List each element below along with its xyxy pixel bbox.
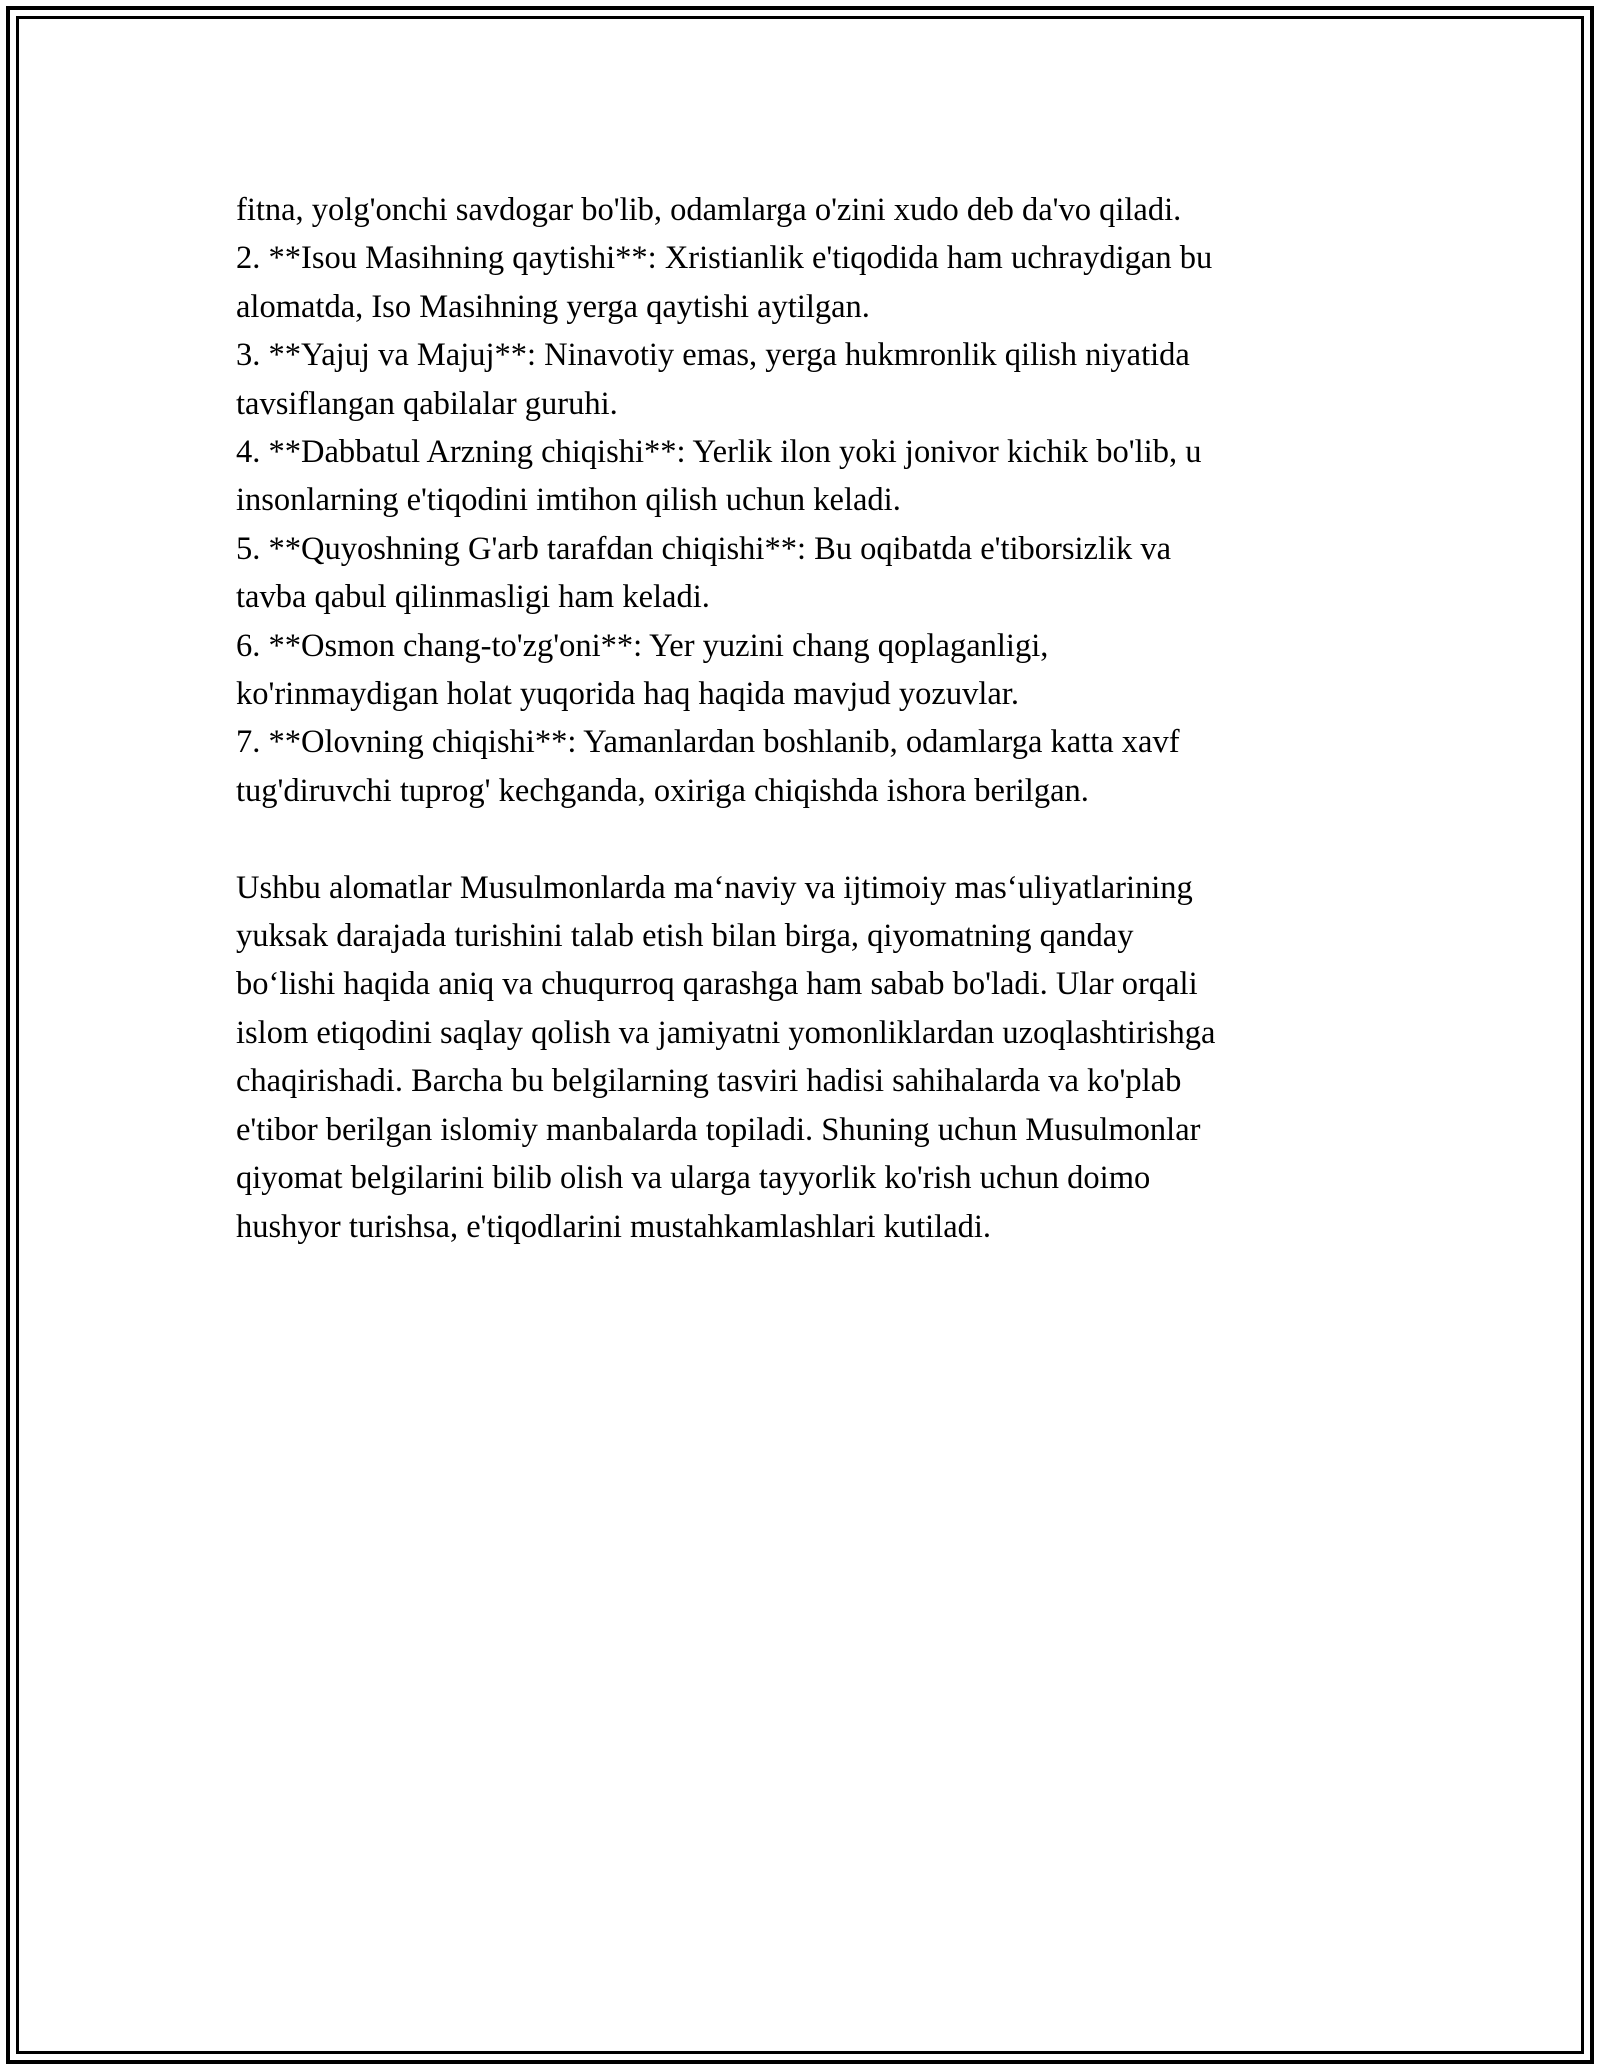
list-item	[236, 234, 1366, 331]
text-line: ko'rinmaydigan holat yuqorida haq haqida mavjud yozuvlar.	[236, 676, 1019, 713]
text-line: islom etiqodini saqlay qolish va jamiyatni yomonliklardan uzoqlashtirishga	[236, 1014, 1216, 1051]
list-item	[236, 331, 1366, 428]
text-line: bo‘lishi haqida aniq va chuqurroq qarashga ham sabab bo'ladi. Ular orqali	[236, 966, 1198, 1003]
text-line: 4. **Dabbatul Arzning chiqishi**: Yerlik ilon yoki jonivor kichik bo'lib, u	[236, 434, 1202, 471]
text-line: alomatda, Iso Masihning yerga qaytishi aytilgan.	[236, 288, 870, 325]
text-line: 2. **Isou Masihning qaytishi**: Xristianlik e'tiqodida ham uchraydigan bu	[236, 240, 1213, 277]
text-line: tavsiflangan qabilalar guruhi.	[236, 385, 618, 422]
text-line: 3. **Yajuj va Majuj**: Ninavotiy emas, yerga hukmronlik qilish niyatida	[236, 337, 1190, 374]
text-line: hushyor turishsa, e'tiqodlarini mustahkamlashlari kutiladi.	[236, 1208, 992, 1245]
list-item	[236, 428, 1366, 525]
text-line: fitna, yolg'onchi savdogar bo'lib, odamlarga o'zini xudo deb da'vo qiladi.	[236, 192, 1182, 228]
text-line: qiyomat belgilarini bilib olish va ularga tayyorlik ko'rish uchun doimo	[236, 1160, 1151, 1197]
text-line: yuksak darajada turishini talab etish bilan birga, qiyomatning qanday	[236, 918, 1134, 955]
text-line: insonlarning e'tiqodini imtihon qilish uchun keladi.	[236, 482, 901, 519]
list-continuation	[236, 186, 1366, 234]
list-item	[236, 622, 1366, 719]
list-item	[236, 525, 1366, 622]
text-line: 6. **Osmon chang-to'zg'oni**: Yer yuzini chang qoplaganligi,	[236, 627, 1049, 664]
text-line: tavba qabul qilinmasligi ham keladi.	[236, 579, 710, 616]
paragraph-spacer	[236, 815, 1366, 863]
text-line: tug'diruvchi tuprog' kechganda, oxiriga chiqishda ishora berilgan.	[236, 772, 1089, 809]
closing-paragraph	[236, 864, 1366, 1251]
list-item	[236, 718, 1366, 815]
document-body	[236, 186, 1366, 1251]
text-line: chaqirishadi. Barcha bu belgilarning tasviri hadisi sahihalarda va ko'plab	[236, 1063, 1182, 1100]
text-line: 7. **Olovning chiqishi**: Yamanlardan boshlanib, odamlarga katta xavf	[236, 724, 1180, 761]
text-line: 5. **Quyoshning G'arb tarafdan chiqishi**: Bu oqibatda e'tiborsizlik va	[236, 530, 1172, 567]
text-line: e'tibor berilgan islomiy manbalarda topiladi. Shuning uchun Musulmonlar	[236, 1111, 1201, 1148]
text-line: Ushbu alomatlar Musulmonlarda ma‘naviy va ijtimoiy mas‘uliyatlarining	[236, 869, 1193, 906]
